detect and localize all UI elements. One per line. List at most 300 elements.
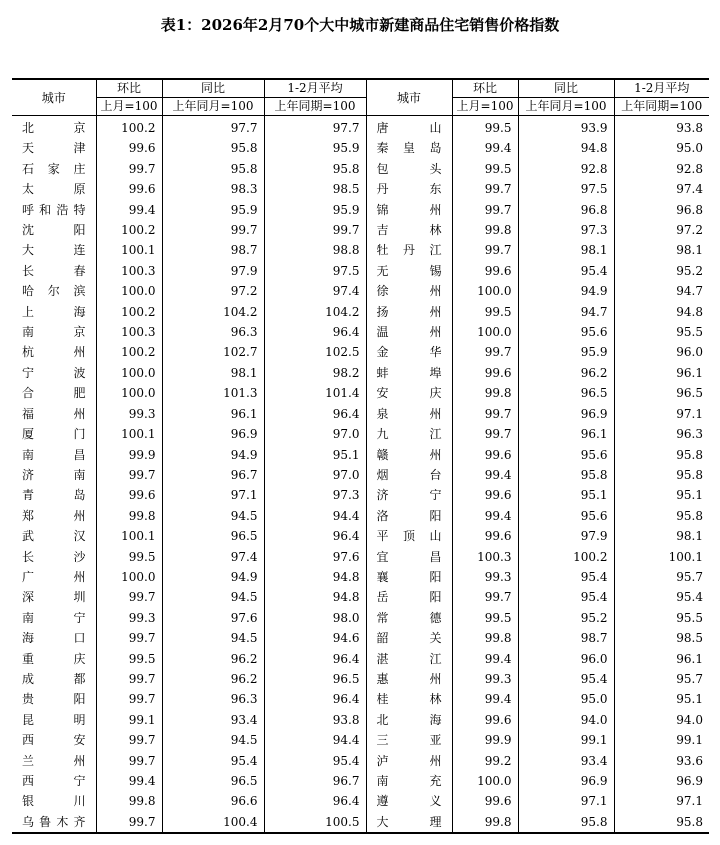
right-mom-cell: 99.7 — [452, 240, 518, 260]
right-mom-cell: 99.7 — [452, 200, 518, 220]
left-yoy-cell: 96.9 — [162, 424, 264, 444]
right-city-cell: 丹东 — [366, 179, 452, 199]
table-row — [12, 363, 709, 383]
right-city-cell: 蚌埠 — [366, 363, 452, 383]
left-city-cell: 青岛 — [12, 485, 96, 505]
right-mom-cell: 99.6 — [452, 485, 518, 505]
right-yoy-cell: 94.8 — [518, 138, 614, 158]
yoy-column-header: 同比 — [162, 79, 264, 98]
left-yoy-cell: 95.8 — [162, 138, 264, 158]
left-mom-cell: 100.2 — [96, 342, 162, 362]
right-yoy-cell: 95.4 — [518, 587, 614, 607]
right-city-cell: 安庆 — [366, 383, 452, 403]
right-yoy-cell: 92.8 — [518, 159, 614, 179]
right-yoy-cell: 97.3 — [518, 220, 614, 240]
yoy-base-header-right: 上年同月=100 — [518, 98, 614, 116]
left-yoy-cell: 96.3 — [162, 322, 264, 342]
table-row — [12, 138, 709, 158]
right-yoy-cell: 97.9 — [518, 526, 614, 546]
left-ytd-cell: 96.5 — [264, 669, 366, 689]
left-city-cell: 昆明 — [12, 710, 96, 730]
left-city-cell: 长春 — [12, 261, 96, 281]
left-ytd-cell: 97.3 — [264, 485, 366, 505]
right-ytd-cell: 95.8 — [676, 814, 703, 829]
right-ytd-cell: 95.1 — [676, 488, 703, 503]
right-mom-cell: 100.0 — [452, 771, 518, 791]
table-row — [12, 342, 709, 362]
left-city-cell: 沈阳 — [12, 220, 96, 240]
left-mom-cell: 100.3 — [96, 261, 162, 281]
right-mom-cell: 99.8 — [452, 220, 518, 240]
right-yoy-cell: 96.1 — [518, 424, 614, 444]
left-yoy-cell: 96.3 — [162, 689, 264, 709]
right-mom-cell: 99.6 — [452, 363, 518, 383]
left-mom-cell: 100.2 — [96, 116, 162, 139]
left-city-cell: 合肥 — [12, 383, 96, 403]
table-row — [12, 669, 709, 689]
right-ytd-cell: 95.7 — [676, 569, 703, 584]
left-city-cell: 上海 — [12, 302, 96, 322]
right-city-cell: 徐州 — [366, 281, 452, 301]
right-ytd-cell: 96.9 — [676, 774, 703, 788]
right-mom-cell: 99.4 — [452, 506, 518, 526]
right-mom-cell: 99.6 — [452, 710, 518, 730]
right-city-cell: 洛阳 — [366, 506, 452, 526]
table-row — [12, 445, 709, 465]
right-ytd-cell: 95.1 — [676, 692, 703, 707]
right-yoy-cell: 95.8 — [518, 465, 614, 485]
left-city-cell: 西宁 — [12, 771, 96, 791]
left-city-cell: 厦门 — [12, 424, 96, 444]
table-row — [12, 526, 709, 546]
left-city-cell: 哈尔滨 — [12, 281, 96, 301]
left-city-cell: 西安 — [12, 730, 96, 750]
left-mom-cell: 99.6 — [96, 179, 162, 199]
right-city-cell: 常德 — [366, 608, 452, 628]
left-yoy-cell: 100.4 — [162, 812, 264, 833]
table-row — [12, 200, 709, 220]
right-ytd-cell: 94.8 — [676, 304, 703, 319]
left-mom-cell: 99.7 — [96, 689, 162, 709]
right-ytd-cell: 93.6 — [676, 753, 703, 768]
right-mom-cell: 100.0 — [452, 322, 518, 342]
left-mom-cell: 99.7 — [96, 751, 162, 771]
right-mom-cell: 99.8 — [452, 628, 518, 648]
left-city-cell: 天津 — [12, 138, 96, 158]
right-mom-cell: 99.7 — [452, 404, 518, 424]
left-ytd-cell: 94.4 — [264, 730, 366, 750]
left-city-cell: 贵阳 — [12, 689, 96, 709]
right-ytd-cell: 95.5 — [676, 610, 703, 625]
left-city-cell: 乌鲁木齐 — [12, 812, 96, 833]
right-mom-cell: 99.3 — [452, 567, 518, 587]
left-city-cell: 成都 — [12, 669, 96, 689]
right-yoy-cell: 100.2 — [518, 547, 614, 567]
left-yoy-cell: 94.5 — [162, 587, 264, 607]
right-city-cell: 大理 — [366, 812, 452, 833]
right-city-cell: 岳阳 — [366, 587, 452, 607]
left-yoy-cell: 96.5 — [162, 526, 264, 546]
left-yoy-cell: 97.9 — [162, 261, 264, 281]
right-ytd-cell: 93.8 — [676, 121, 703, 135]
right-yoy-cell: 96.5 — [518, 383, 614, 403]
left-mom-cell: 100.2 — [96, 220, 162, 240]
right-city-cell: 扬州 — [366, 302, 452, 322]
table-row — [12, 567, 709, 587]
right-city-cell: 泉州 — [366, 404, 452, 424]
left-yoy-cell: 104.2 — [162, 302, 264, 322]
left-yoy-cell: 96.6 — [162, 791, 264, 811]
right-ytd-cell: 95.5 — [676, 325, 703, 340]
table-row — [12, 465, 709, 485]
left-yoy-cell: 93.4 — [162, 710, 264, 730]
right-yoy-cell: 95.1 — [518, 485, 614, 505]
right-ytd-cell: 96.1 — [676, 365, 703, 380]
right-ytd-cell: 97.4 — [676, 182, 703, 197]
right-ytd-cell: 95.8 — [676, 447, 703, 462]
right-mom-cell: 99.7 — [452, 587, 518, 607]
right-yoy-cell: 96.9 — [518, 404, 614, 424]
left-yoy-cell: 96.1 — [162, 404, 264, 424]
table-row — [12, 649, 709, 669]
left-ytd-cell: 100.5 — [264, 812, 366, 833]
left-ytd-cell: 96.4 — [264, 322, 366, 342]
left-yoy-cell: 98.7 — [162, 240, 264, 260]
right-mom-cell: 99.3 — [452, 669, 518, 689]
left-city-cell: 杭州 — [12, 342, 96, 362]
right-yoy-cell: 95.4 — [518, 567, 614, 587]
left-mom-cell: 100.1 — [96, 424, 162, 444]
left-mom-cell: 100.0 — [96, 363, 162, 383]
table-row — [12, 302, 709, 322]
right-city-cell: 包头 — [366, 159, 452, 179]
left-city-cell: 银川 — [12, 791, 96, 811]
table-row — [12, 179, 709, 199]
left-yoy-cell: 97.1 — [162, 485, 264, 505]
right-ytd-cell: 96.0 — [676, 345, 703, 360]
right-ytd-cell: 95.2 — [676, 263, 703, 278]
right-mom-cell: 99.5 — [452, 302, 518, 322]
left-mom-cell: 99.5 — [96, 547, 162, 567]
left-yoy-cell: 96.2 — [162, 649, 264, 669]
right-mom-cell: 99.4 — [452, 138, 518, 158]
right-ytd-cell: 98.1 — [676, 529, 703, 544]
left-yoy-cell: 94.5 — [162, 730, 264, 750]
left-yoy-cell: 95.8 — [162, 159, 264, 179]
right-mom-cell: 99.8 — [452, 383, 518, 403]
right-city-cell: 北海 — [366, 710, 452, 730]
left-mom-cell: 99.5 — [96, 649, 162, 669]
right-mom-cell: 99.6 — [452, 445, 518, 465]
left-ytd-cell: 96.4 — [264, 526, 366, 546]
left-mom-cell: 99.7 — [96, 628, 162, 648]
right-mom-cell: 99.6 — [452, 791, 518, 811]
right-mom-cell: 99.9 — [452, 730, 518, 750]
table-row — [12, 587, 709, 607]
left-yoy-cell: 96.5 — [162, 771, 264, 791]
table-row — [12, 812, 709, 833]
right-city-cell: 韶关 — [366, 628, 452, 648]
right-yoy-cell: 95.8 — [518, 812, 614, 833]
right-city-cell: 平顶山 — [366, 526, 452, 546]
ytd-base-header-right: 上年同期=100 — [614, 98, 709, 116]
left-mom-cell: 99.9 — [96, 445, 162, 465]
ytd-column-header: 1-2月平均 — [264, 79, 366, 98]
right-ytd-cell: 92.8 — [676, 161, 703, 176]
mom-column-header: 环比 — [96, 79, 162, 98]
left-city-cell: 石家庄 — [12, 159, 96, 179]
right-yoy-cell: 95.4 — [518, 669, 614, 689]
left-ytd-cell: 96.4 — [264, 649, 366, 669]
left-city-cell: 呼和浩特 — [12, 200, 96, 220]
right-yoy-cell: 96.0 — [518, 649, 614, 669]
left-mom-cell: 99.7 — [96, 587, 162, 607]
left-yoy-cell: 94.9 — [162, 445, 264, 465]
table-row — [12, 383, 709, 403]
city-column-header: 城市 — [12, 79, 96, 116]
yoy-column-header-right: 同比 — [518, 79, 614, 98]
right-yoy-cell: 99.1 — [518, 730, 614, 750]
price-index-table — [12, 78, 709, 834]
left-mom-cell: 100.2 — [96, 302, 162, 322]
right-ytd-cell: 95.8 — [676, 467, 703, 482]
right-city-cell: 吉林 — [366, 220, 452, 240]
right-city-cell: 唐山 — [366, 116, 452, 139]
left-mom-cell: 99.7 — [96, 159, 162, 179]
table-row — [12, 628, 709, 648]
left-yoy-cell: 96.2 — [162, 669, 264, 689]
left-ytd-cell: 95.9 — [264, 138, 366, 158]
right-mom-cell: 99.4 — [452, 465, 518, 485]
left-city-cell: 北京 — [12, 116, 96, 139]
left-city-cell: 太原 — [12, 179, 96, 199]
right-city-cell: 烟台 — [366, 465, 452, 485]
right-city-cell: 九江 — [366, 424, 452, 444]
left-ytd-cell: 97.7 — [264, 116, 366, 139]
mom-base-header: 上月=100 — [96, 98, 162, 116]
left-ytd-cell: 98.5 — [264, 179, 366, 199]
left-yoy-cell: 95.4 — [162, 751, 264, 771]
table-row — [12, 608, 709, 628]
right-ytd-cell: 94.0 — [676, 712, 703, 727]
table-row — [12, 261, 709, 281]
left-ytd-cell: 104.2 — [264, 302, 366, 322]
left-mom-cell: 99.7 — [96, 730, 162, 750]
table-row — [12, 771, 709, 791]
right-mom-cell: 99.7 — [452, 424, 518, 444]
right-yoy-cell: 97.1 — [518, 791, 614, 811]
right-ytd-cell: 100.1 — [668, 549, 703, 564]
table-row — [12, 424, 709, 444]
right-yoy-cell: 98.7 — [518, 628, 614, 648]
right-ytd-cell: 97.1 — [676, 406, 703, 421]
right-yoy-cell: 93.4 — [518, 751, 614, 771]
left-mom-cell: 99.8 — [96, 791, 162, 811]
right-city-cell: 泸州 — [366, 751, 452, 771]
left-ytd-cell: 93.8 — [264, 710, 366, 730]
right-city-cell: 南充 — [366, 771, 452, 791]
left-mom-cell: 99.3 — [96, 608, 162, 628]
left-mom-cell: 100.1 — [96, 526, 162, 546]
left-ytd-cell: 98.8 — [264, 240, 366, 260]
right-city-cell: 赣州 — [366, 445, 452, 465]
table-row — [12, 404, 709, 424]
ytd-base-header: 上年同期=100 — [264, 98, 366, 116]
table-row — [12, 240, 709, 260]
left-mom-cell: 99.7 — [96, 812, 162, 833]
left-ytd-cell: 98.2 — [264, 363, 366, 383]
right-city-cell: 秦皇岛 — [366, 138, 452, 158]
left-yoy-cell: 94.5 — [162, 628, 264, 648]
right-yoy-cell: 95.6 — [518, 445, 614, 465]
table-row — [12, 281, 709, 301]
right-mom-cell: 99.7 — [452, 179, 518, 199]
left-ytd-cell: 101.4 — [264, 383, 366, 403]
right-ytd-cell: 97.2 — [676, 223, 703, 238]
left-mom-cell: 99.4 — [96, 200, 162, 220]
left-city-cell: 重庆 — [12, 649, 96, 669]
left-mom-cell: 99.7 — [96, 669, 162, 689]
right-mom-cell: 100.3 — [452, 547, 518, 567]
right-ytd-cell: 98.5 — [676, 631, 703, 646]
right-yoy-cell: 96.8 — [518, 200, 614, 220]
left-yoy-cell: 99.7 — [162, 220, 264, 240]
left-mom-cell: 100.0 — [96, 281, 162, 301]
left-ytd-cell: 98.0 — [264, 608, 366, 628]
left-city-cell: 深圳 — [12, 587, 96, 607]
right-city-cell: 温州 — [366, 322, 452, 342]
left-ytd-cell: 96.4 — [264, 689, 366, 709]
table-row — [12, 751, 709, 771]
left-city-cell: 郑州 — [12, 506, 96, 526]
left-ytd-cell: 95.4 — [264, 751, 366, 771]
table-row — [12, 220, 709, 240]
right-yoy-cell: 95.6 — [518, 322, 614, 342]
left-mom-cell: 100.0 — [96, 383, 162, 403]
right-yoy-cell: 94.7 — [518, 302, 614, 322]
right-yoy-cell: 98.1 — [518, 240, 614, 260]
right-yoy-cell: 97.5 — [518, 179, 614, 199]
left-yoy-cell: 97.4 — [162, 547, 264, 567]
right-city-cell: 襄阳 — [366, 567, 452, 587]
left-yoy-cell: 97.7 — [162, 116, 264, 139]
left-ytd-cell: 94.8 — [264, 587, 366, 607]
table-body — [12, 116, 709, 834]
right-mom-cell: 99.7 — [452, 342, 518, 362]
right-yoy-cell: 95.6 — [518, 506, 614, 526]
right-city-cell: 牡丹江 — [366, 240, 452, 260]
right-yoy-cell: 95.4 — [518, 261, 614, 281]
left-mom-cell: 99.6 — [96, 138, 162, 158]
left-yoy-cell: 97.6 — [162, 608, 264, 628]
right-city-cell: 遵义 — [366, 791, 452, 811]
right-mom-cell: 99.4 — [452, 649, 518, 669]
right-mom-cell: 99.2 — [452, 751, 518, 771]
right-ytd-cell: 97.1 — [676, 794, 703, 809]
left-city-cell: 福州 — [12, 404, 96, 424]
left-city-cell: 大连 — [12, 240, 96, 260]
right-ytd-cell: 95.4 — [676, 590, 703, 605]
left-ytd-cell: 102.5 — [264, 342, 366, 362]
right-mom-cell: 99.6 — [452, 526, 518, 546]
left-mom-cell: 100.1 — [96, 240, 162, 260]
right-mom-cell: 99.4 — [452, 689, 518, 709]
left-yoy-cell: 97.2 — [162, 281, 264, 301]
left-city-cell: 长沙 — [12, 547, 96, 567]
left-mom-cell: 99.8 — [96, 506, 162, 526]
right-ytd-cell: 95.8 — [676, 508, 703, 523]
left-ytd-cell: 94.4 — [264, 506, 366, 526]
right-ytd-cell: 96.8 — [676, 202, 703, 217]
left-ytd-cell: 99.7 — [264, 220, 366, 240]
left-ytd-cell: 97.0 — [264, 424, 366, 444]
left-ytd-cell: 97.5 — [264, 261, 366, 281]
table-row — [12, 689, 709, 709]
left-city-cell: 南宁 — [12, 608, 96, 628]
right-yoy-cell: 93.9 — [518, 116, 614, 139]
table-row — [12, 485, 709, 505]
right-mom-cell: 100.0 — [452, 281, 518, 301]
left-ytd-cell: 94.6 — [264, 628, 366, 648]
right-city-cell: 金华 — [366, 342, 452, 362]
left-mom-cell: 99.1 — [96, 710, 162, 730]
left-yoy-cell: 98.3 — [162, 179, 264, 199]
table-row — [12, 710, 709, 730]
right-yoy-cell: 94.9 — [518, 281, 614, 301]
table-row — [12, 159, 709, 179]
left-ytd-cell: 95.8 — [264, 159, 366, 179]
left-city-cell: 济南 — [12, 465, 96, 485]
left-city-cell: 南昌 — [12, 445, 96, 465]
right-ytd-cell: 99.1 — [676, 733, 703, 748]
right-mom-cell: 99.5 — [452, 608, 518, 628]
left-mom-cell: 99.4 — [96, 771, 162, 791]
left-city-cell: 南京 — [12, 322, 96, 342]
left-ytd-cell: 97.0 — [264, 465, 366, 485]
left-city-cell: 海口 — [12, 628, 96, 648]
right-city-cell: 宜昌 — [366, 547, 452, 567]
right-yoy-cell: 95.0 — [518, 689, 614, 709]
right-ytd-cell: 96.5 — [676, 386, 703, 401]
left-ytd-cell: 96.4 — [264, 791, 366, 811]
left-mom-cell: 99.3 — [96, 404, 162, 424]
right-city-cell: 惠州 — [366, 669, 452, 689]
right-yoy-cell: 95.2 — [518, 608, 614, 628]
right-mom-cell: 99.6 — [452, 261, 518, 281]
right-mom-cell: 99.5 — [452, 116, 518, 139]
left-mom-cell: 100.3 — [96, 322, 162, 342]
right-yoy-cell: 96.9 — [518, 771, 614, 791]
left-yoy-cell: 101.3 — [162, 383, 264, 403]
left-mom-cell: 99.7 — [96, 465, 162, 485]
table-row — [12, 116, 709, 139]
right-ytd-cell: 98.1 — [676, 243, 703, 258]
right-city-cell: 锦州 — [366, 200, 452, 220]
left-mom-cell: 99.6 — [96, 485, 162, 505]
left-mom-cell: 100.0 — [96, 567, 162, 587]
right-ytd-cell: 96.1 — [676, 651, 703, 666]
left-ytd-cell: 97.6 — [264, 547, 366, 567]
right-yoy-cell: 96.2 — [518, 363, 614, 383]
left-ytd-cell: 96.4 — [264, 404, 366, 424]
city-column-header-right: 城市 — [366, 79, 452, 116]
table-row — [12, 547, 709, 567]
right-mom-cell: 99.5 — [452, 159, 518, 179]
left-city-cell: 武汉 — [12, 526, 96, 546]
right-ytd-cell: 95.7 — [676, 671, 703, 686]
left-yoy-cell: 95.9 — [162, 200, 264, 220]
left-yoy-cell: 94.9 — [162, 567, 264, 587]
